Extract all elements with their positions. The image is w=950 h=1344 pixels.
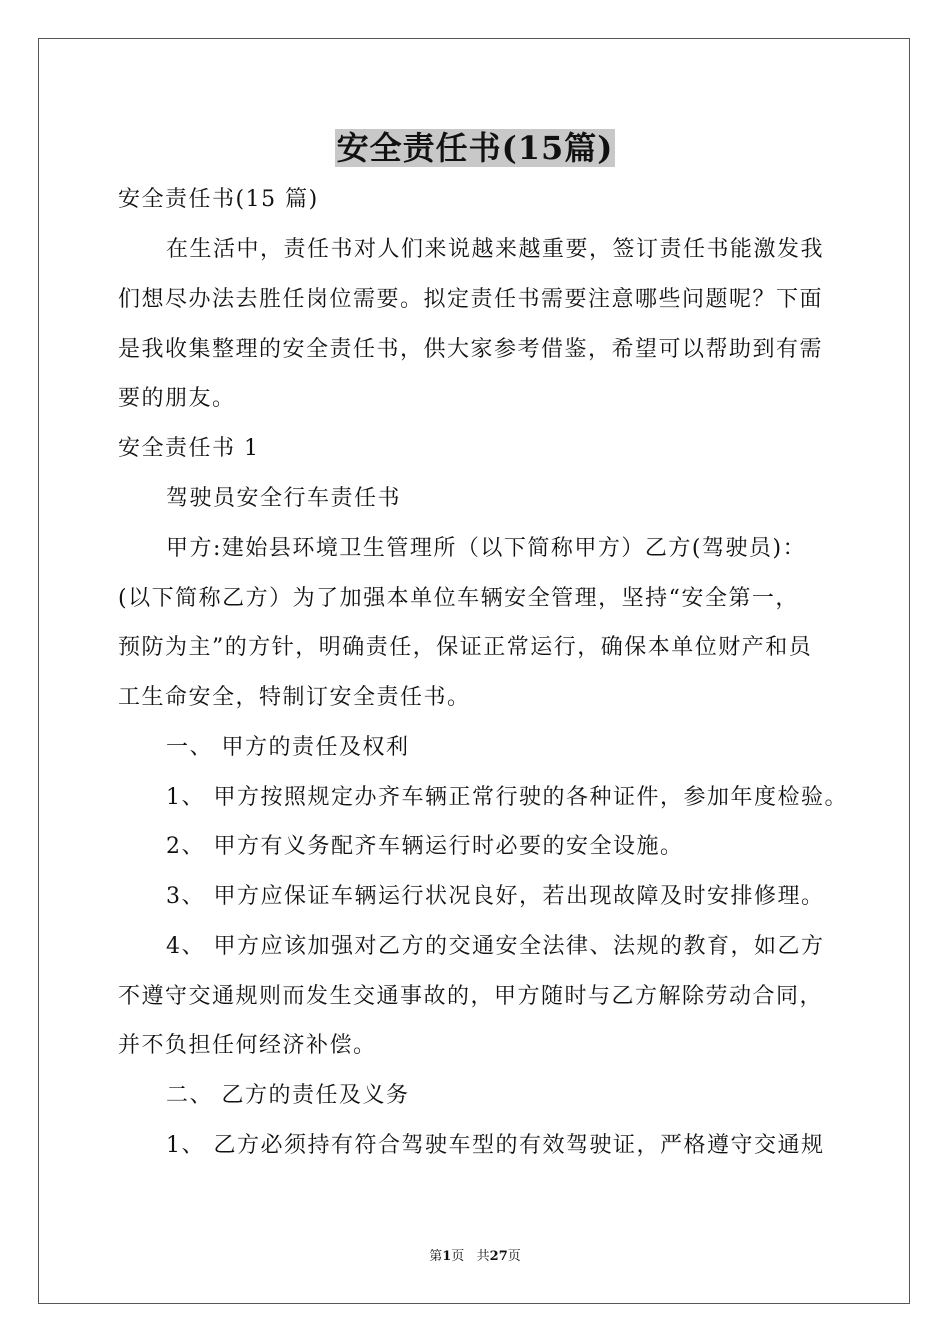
- document-title-text: 安全责任书(15篇): [336, 129, 614, 167]
- part-one-item4-line: 并不负担任何经济补偿。: [118, 1033, 377, 1058]
- section-heading: 安全责任书 1: [118, 436, 260, 461]
- part-two-heading: 二、 乙方的责任及义务: [166, 1083, 410, 1108]
- part-two-item: 1、 乙方必须持有符合驾驶车型的有效驾驶证，严格遵守交通规: [166, 1133, 825, 1158]
- intro-line: 是我收集整理的安全责任书，供大家参考借鉴，希望可以帮助到有需: [118, 337, 824, 362]
- parties-line: 预防为主”的方针，明确责任，保证正常运行，确保本单位财产和员: [118, 635, 813, 660]
- parties-line: (以下简称乙方）为了加强本单位车辆安全管理，坚持“安全第一，: [118, 586, 799, 611]
- page-footer: [0, 1248, 950, 1266]
- intro-line: 在生活中，责任书对人们来说越来越重要，签订责任书能激发我: [166, 237, 825, 262]
- part-one-item4-line: 不遵守交通规则而发生交通事故的，甲方随时与乙方解除劳动合同，: [118, 984, 824, 1009]
- parties-line: 工生命安全，特制订安全责任书。: [118, 685, 471, 710]
- page-border: [38, 38, 910, 1304]
- part-one-item: 1、 甲方按照规定办齐车辆正常行驶的各种证件，参加年度检验。: [166, 785, 848, 810]
- footer-prefix: 第: [429, 1249, 443, 1264]
- intro-line: 们想尽办法去胜任岗位需要。拟定责任书需要注意哪些问题呢？下面: [118, 287, 824, 312]
- footer-page-number: 1: [442, 1249, 452, 1264]
- part-one-item: 3、 甲方应保证车辆运行状况良好，若出现故障及时安排修理。: [166, 884, 825, 909]
- part-one-heading: 一、 甲方的责任及权利: [166, 735, 410, 760]
- intro-line: 要的朋友。: [118, 386, 236, 411]
- part-one-item: 2、 甲方有义务配齐车辆运行时必要的安全设施。: [166, 834, 684, 859]
- footer-suffix: 页: [507, 1249, 521, 1264]
- part-one-item4-line: 4、 甲方应该加强对乙方的交通安全法律、法规的教育，如乙方: [166, 934, 825, 959]
- footer-total-pages: 27: [489, 1249, 508, 1264]
- responsibility-doc-title: 驾驶员安全行车责任书: [166, 486, 402, 511]
- footer-mid: 页 共: [451, 1249, 490, 1264]
- document-title: [0, 126, 950, 170]
- parties-line: 甲方:建始县环境卫生管理所（以下简称甲方）乙方(驾驶员)：: [166, 536, 807, 561]
- subtitle: 安全责任书(15 篇): [118, 187, 319, 212]
